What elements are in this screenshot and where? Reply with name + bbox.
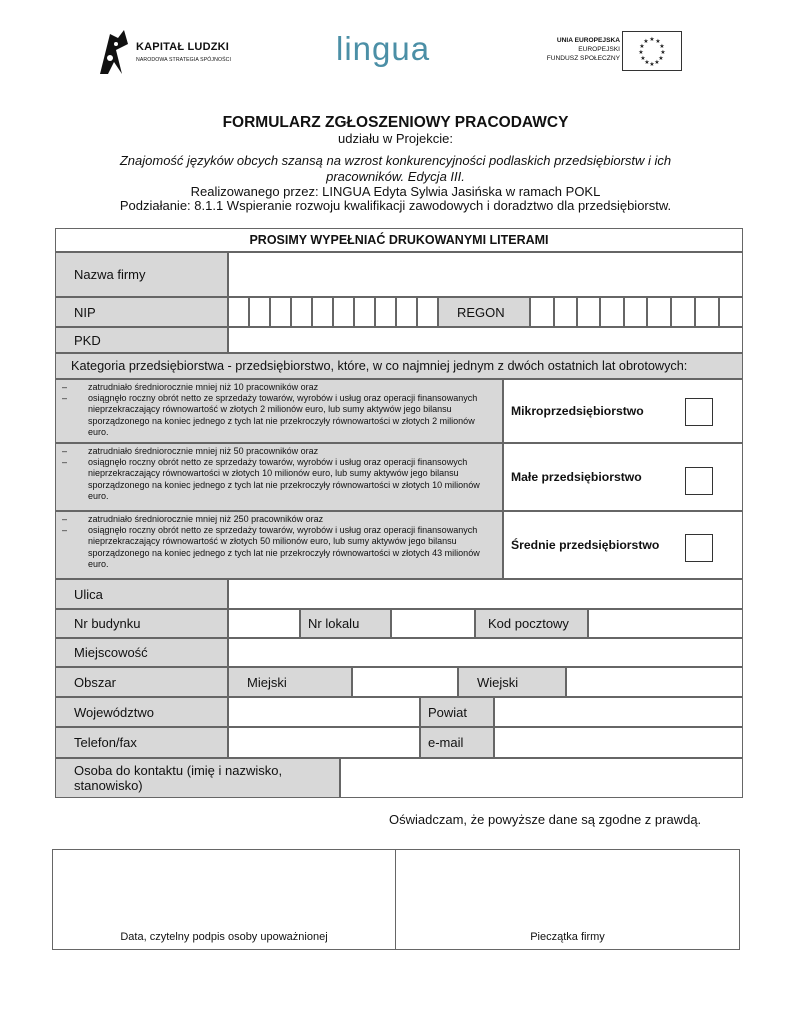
kapital-ludzki-emblem-icon — [96, 28, 132, 76]
bullet-dash: – — [62, 514, 68, 524]
kapital-ludzki-subtitle: NARODOWA STRATEGIA SPÓJNOŚCI — [136, 57, 232, 63]
small-criteria — [55, 443, 503, 511]
regon-digit-field[interactable] — [647, 297, 671, 327]
nip-digit-field[interactable] — [333, 297, 354, 327]
company-name-field[interactable] — [228, 252, 743, 297]
apartment-no-label: Nr lokalu — [300, 609, 391, 638]
regon-digit-field[interactable] — [554, 297, 577, 327]
small-checkbox[interactable] — [685, 467, 713, 495]
nip-digit-field[interactable] — [228, 297, 249, 327]
email-field[interactable] — [494, 727, 743, 758]
bullet-dash: – — [62, 525, 68, 536]
svg-text:★: ★ — [654, 59, 660, 66]
nip-digit-field[interactable] — [291, 297, 312, 327]
declaration-text: Oświadczam, że powyższe dane są zgodne z prawdą. — [389, 812, 702, 827]
signature-box[interactable] — [52, 849, 396, 950]
stamp-box[interactable] — [395, 849, 740, 950]
regon-digit-field[interactable] — [530, 297, 554, 327]
nip-digit-field[interactable] — [417, 297, 438, 327]
small-category — [503, 443, 743, 511]
lingua-logo: lingua — [336, 30, 431, 67]
voivodeship-label: Województwo — [55, 697, 228, 727]
svg-text:★: ★ — [640, 55, 646, 62]
svg-text:★: ★ — [638, 49, 644, 56]
medium-checkbox[interactable] — [685, 534, 713, 562]
eu-line2: EUROPEJSKI — [578, 46, 620, 53]
form-banner: PROSIMY WYPEŁNIAĆ DRUKOWANYMI LITERAMI — [55, 228, 743, 252]
city-label: Miejscowość — [55, 638, 228, 667]
voivodeship-field[interactable] — [228, 697, 420, 727]
micro-checkbox[interactable] — [685, 398, 713, 426]
project-name: Znajomość języków obcych szansą na wzrost konkurencyjności podlaskich przedsiębiorstw i ich pracowników. Edycja III. — [119, 153, 672, 184]
bullet-dash: – — [62, 382, 68, 392]
criteria-text: osiągnęło roczny obrót netto ze sprzedaży towarów, wyrobów i usług oraz operacji finansowanych nieprzekraczający równowartość w złotych 2 milionów euro, lub sumy aktywów jego bilansu sporządzonego na koniec jednego z tych lat nie przekroczyły równowartości w złotych 2 milionów euro. — [88, 393, 478, 437]
svg-text:★: ★ — [660, 49, 666, 56]
bullet-dash: – — [62, 393, 68, 404]
criteria-text: zatrudniało średniorocznie mniej niż 250 pracowników oraz — [88, 514, 324, 524]
signature-label: Data, czytelny podpis osoby upoważnionej — [120, 931, 328, 943]
regon-digit-field[interactable] — [624, 297, 647, 327]
kapital-ludzki-logo — [96, 28, 256, 78]
nip-label: NIP — [55, 297, 228, 327]
street-label: Ulica — [55, 579, 228, 609]
street-field[interactable] — [228, 579, 743, 609]
medium-criteria — [55, 511, 503, 579]
svg-text:★: ★ — [639, 43, 645, 50]
svg-text:★: ★ — [643, 38, 649, 45]
rural-field[interactable] — [566, 667, 743, 697]
realized-by: Realizowanego przez: LINGUA Edyta Sylwia Jasińska w ramach POKL — [190, 184, 601, 199]
nip-digit-field[interactable] — [312, 297, 333, 327]
pkd-field[interactable] — [228, 327, 743, 353]
micro-criteria — [55, 379, 503, 443]
regon-digit-field[interactable] — [671, 297, 695, 327]
regon-digit-field[interactable] — [695, 297, 719, 327]
eu-flag-icon — [622, 31, 682, 71]
email-label: e-mail — [420, 727, 494, 758]
regon-digit-field[interactable] — [719, 297, 743, 327]
nip-digit-field[interactable] — [270, 297, 291, 327]
nip-digit-field[interactable] — [354, 297, 375, 327]
area-label: Obszar — [55, 667, 228, 697]
apartment-no-field[interactable] — [391, 609, 475, 638]
county-label: Powiat — [420, 697, 494, 727]
form-subtitle: udziału w Projekcie: — [338, 131, 453, 146]
small-label: Małe przedsiębiorstwo — [511, 470, 642, 484]
medium-label: Średnie przedsiębiorstwo — [511, 538, 660, 552]
criteria-text: osiągnęło roczny obrót netto ze sprzedaży towarów, wyrobów i usług oraz operacji finansowych nieprzekraczający równowartości w złotych 10 milionów euro, lub sumy aktywów jego bilansu sporządzonego na koniec jednego z tych lat nie przekroczyły równowartości w złotych 10 milionów euro. — [88, 457, 480, 501]
urban-label: Miejski — [228, 667, 352, 697]
phone-fax-label: Telefon/fax — [55, 727, 228, 758]
kapital-ludzki-title: KAPITAŁ LUDZKI — [136, 41, 230, 53]
bullet-dash: – — [62, 457, 68, 468]
eu-title: UNIA EUROPEJSKA — [556, 37, 620, 44]
contact-person-field[interactable] — [340, 758, 743, 798]
regon-label: REGON — [438, 297, 530, 327]
svg-text:★: ★ — [658, 55, 664, 62]
postal-code-label: Kod pocztowy — [475, 609, 588, 638]
pkd-label: PKD — [55, 327, 228, 353]
micro-category — [503, 379, 743, 443]
postal-code-field[interactable] — [588, 609, 743, 638]
svg-text:★: ★ — [659, 43, 665, 50]
contact-person-label: Osoba do kontaktu (imię i nazwisko, stanowisko) — [55, 758, 340, 798]
county-field[interactable] — [494, 697, 743, 727]
medium-category — [503, 511, 743, 579]
rural-label: Wiejski — [458, 667, 566, 697]
eu-logo-text — [530, 36, 620, 63]
urban-field[interactable] — [352, 667, 458, 697]
measure: Podziałanie: 8.1.1 Wspieranie rozwoju kwalifikacji zawodowych i doradztwo dla przedsiębiorstw. — [119, 198, 672, 213]
svg-text:★: ★ — [649, 36, 655, 43]
nip-digit-field[interactable] — [375, 297, 396, 327]
regon-digit-field[interactable] — [600, 297, 624, 327]
company-name-label: Nazwa firmy — [55, 252, 228, 297]
svg-text:★: ★ — [649, 61, 655, 68]
nip-digit-field[interactable] — [396, 297, 417, 327]
micro-label: Mikroprzedsiębiorstwo — [511, 404, 644, 418]
category-header: Kategoria przedsiębiorstwa - przedsiębiorstwo, które, w co najmniej jednym z dwóch ostatnich lat obrotowych: — [55, 353, 743, 379]
stamp-label: Pieczątka firmy — [530, 931, 605, 943]
svg-text:★: ★ — [655, 38, 661, 45]
criteria-text: zatrudniało średniorocznie mniej niż 10 pracowników oraz — [88, 382, 319, 392]
regon-digit-field[interactable] — [577, 297, 600, 327]
building-no-label: Nr budynku — [55, 609, 228, 638]
phone-fax-field[interactable] — [228, 727, 420, 758]
criteria-text: zatrudniało średniorocznie mniej niż 50 pracowników oraz — [88, 446, 319, 456]
city-field[interactable] — [228, 638, 743, 667]
nip-digit-field[interactable] — [249, 297, 270, 327]
criteria-text: osiągnęło roczny obrót netto ze sprzedaży towarów, wyrobów i usług oraz operacji finansowanych nieprzekraczający równowartość w złotych 50 milionów euro, lub sumy aktywów jego bilansu sporządzonego na koniec jednego z tych lat nie przekroczyły równowartości w złotych 43 milionów euro. — [88, 525, 480, 569]
form-title: FORMULARZ ZGŁOSZENIOWY PRACODAWCY — [222, 114, 569, 131]
eu-line3: FUNDUSZ SPOŁECZNY — [546, 55, 620, 62]
svg-text:★: ★ — [644, 59, 650, 66]
bullet-dash: – — [62, 446, 68, 456]
building-no-field[interactable] — [228, 609, 300, 638]
